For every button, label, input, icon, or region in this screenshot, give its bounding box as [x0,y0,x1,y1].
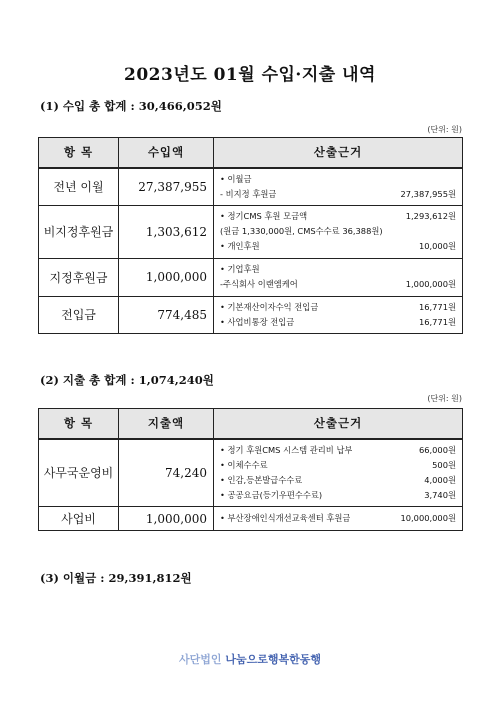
basis-line: • 개인후원 10,000원 [220,241,456,251]
income-basis [214,168,463,206]
expense-row [39,439,463,507]
income-basis [214,205,463,258]
expense-header-basis: 산출근거 [214,409,463,439]
basis-line: - 비지정 후원금 27,387,955원 [220,188,456,199]
expense-header-amount: 지출액 [119,409,214,439]
basis-line: • 공공요금(등기우편수수료) 3,740원 [220,489,456,500]
basis-line: • 기본재산이자수익 전입금 16,771원 [220,301,456,312]
expense-basis [214,439,463,507]
basis-line: • 이체수수료 500원 [220,459,456,470]
income-amount: 1,000,000 [119,258,214,296]
basis-line: • 정기 후원CMS 시스템 관리비 납부 66,000원 [220,444,456,455]
basis-line: -주식회사 이랜엠케어 1,000,000원 [220,279,456,289]
income-header-amount: 수입액 [119,138,214,168]
expense-amount: 1,000,000 [119,507,214,531]
basis-line: • 기업후원 [220,264,260,274]
expense-table-header-row [39,409,463,439]
expense-basis [214,507,463,531]
income-total-heading: (1) 수입 총 합계 : 30,466,052원 [40,99,222,113]
income-basis [214,296,463,333]
basis-line: • 인감,등본발급수수료 4,000원 [220,474,456,485]
income-basis [214,258,463,296]
income-header-basis: 산출근거 [214,138,463,168]
income-row [39,258,463,296]
expense-total-heading: (2) 지출 총 합계 : 1,074,240원 [40,373,214,387]
expense-item: 사무국운영비 [39,439,119,507]
income-header-item: 항 목 [39,138,119,168]
income-row [39,168,463,206]
income-table-header-row [39,138,463,168]
expense-table [38,408,463,531]
income-item: 전입금 [39,296,119,333]
income-amount: 27,387,955 [119,168,214,206]
organization-footer [0,651,500,667]
income-amount: 1,303,612 [119,205,214,258]
basis-line: • 부산장애인식개선교육센터 후원금 10,000,000원 [220,513,456,523]
income-item: 전년 이월 [39,168,119,206]
basis-line: • 사업비통장 전입금 16,771원 [220,316,456,327]
expense-item: 사업비 [39,507,119,531]
income-item: 지정후원금 [39,258,119,296]
footer-org-name: 나눔으로행복한동행 [225,653,321,666]
basis-line: (원금 1,330,000원, CMS수수료 36,388원) [220,226,383,236]
income-row [39,205,463,258]
expense-amount: 74,240 [119,439,214,507]
income-item: 비지정후원금 [39,205,119,258]
basis-line: • 정기CMS 후원 모금액 1,293,612원 [220,211,456,221]
footer-prefix: 사단법인 [179,653,226,666]
income-unit-label: (단위: 원) [427,125,462,134]
document-title: 2023년도 01월 수입·지출 내역 [124,65,376,85]
expense-header-item: 항 목 [39,409,119,439]
carryover-heading: (3) 이월금 : 29,391,812원 [40,571,192,585]
expense-row [39,507,463,531]
income-amount: 774,485 [119,296,214,333]
expense-unit-label: (단위: 원) [427,394,462,403]
income-row [39,296,463,333]
income-table [38,137,463,334]
basis-line: • 이월금 [220,173,252,184]
